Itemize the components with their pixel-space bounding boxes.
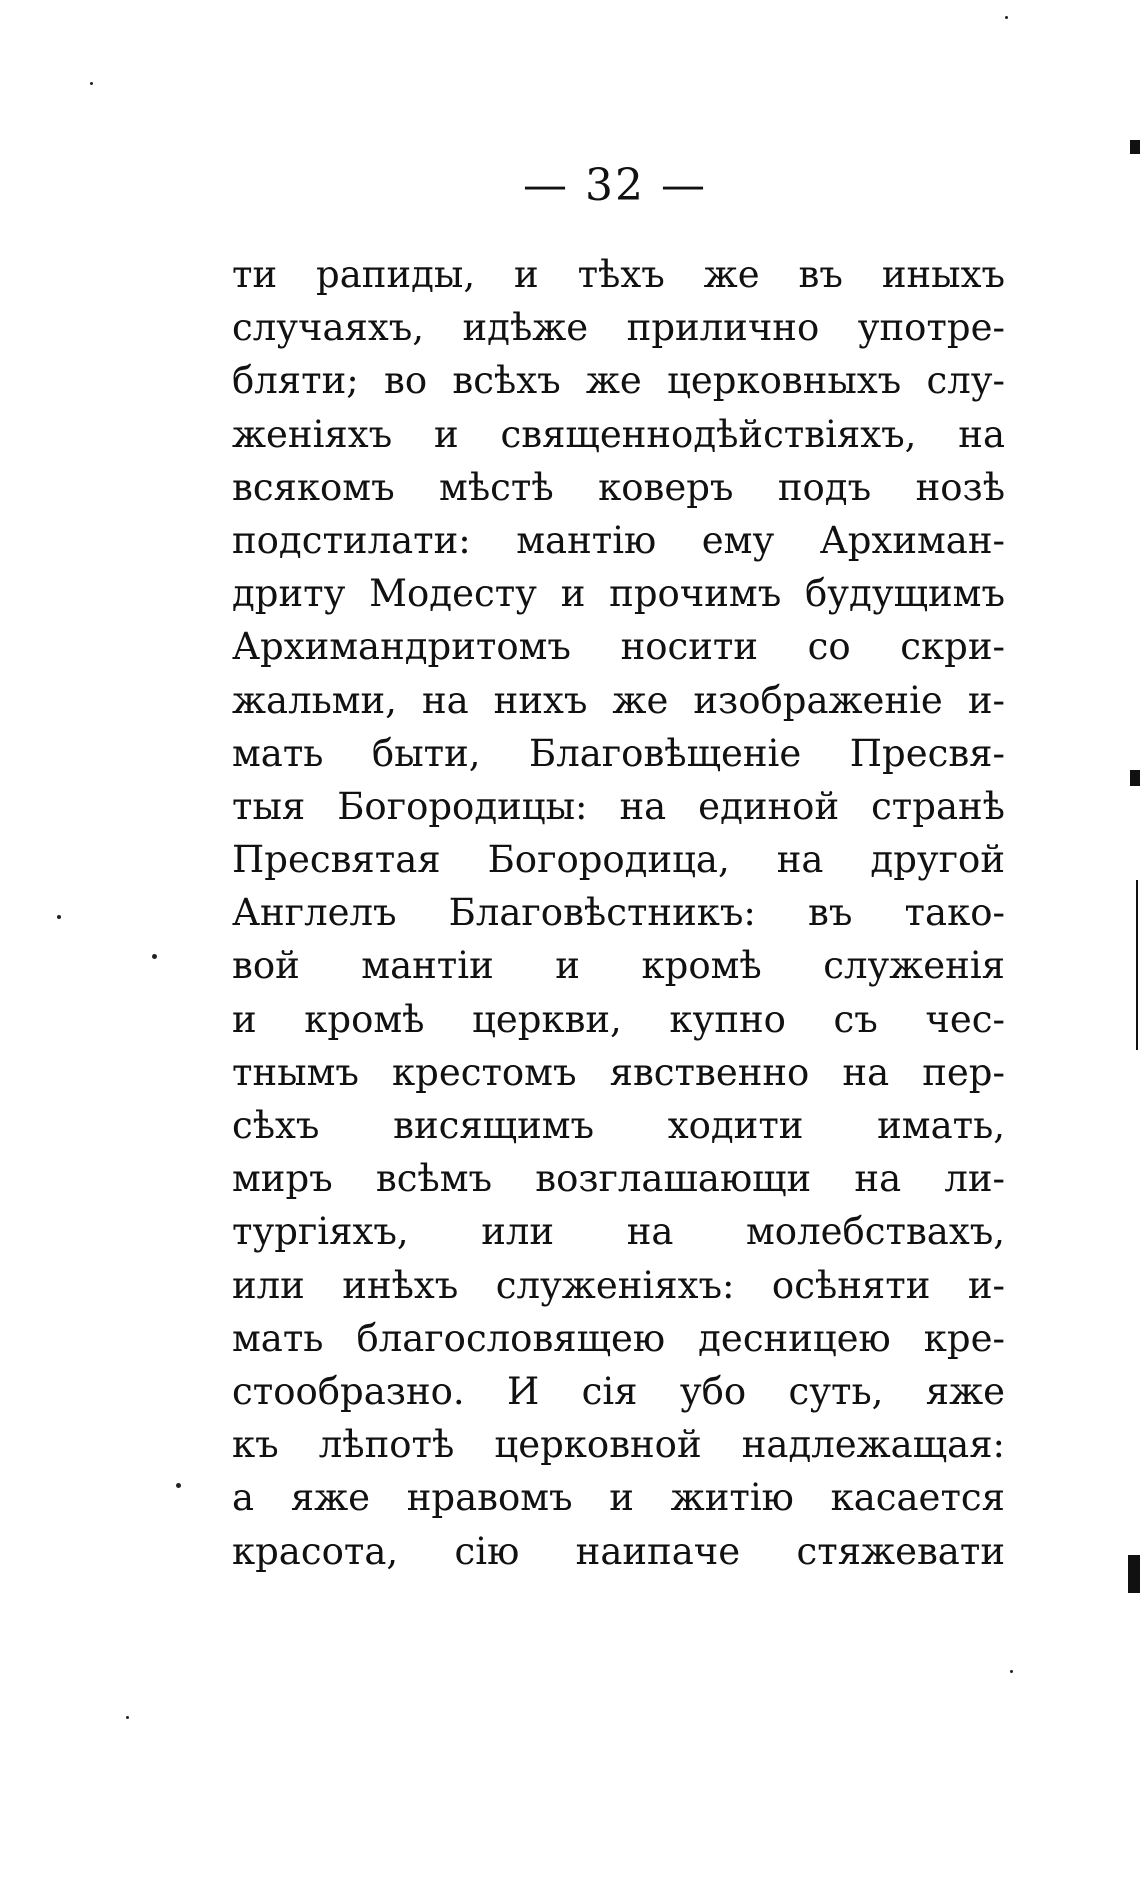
text-line: тыя Богородицы: на единой странѣ: [232, 784, 1005, 828]
scan-speck: [152, 954, 157, 959]
scan-speck: [57, 915, 61, 919]
body-text: [232, 248, 1005, 1578]
text-line: подстилати: мантію ему Архиман-: [232, 518, 1005, 562]
text-line: а яже нравомъ и житію касается: [232, 1476, 1005, 1520]
text-line: случаяхъ, идѣже прилично употре-: [232, 306, 1005, 350]
text-line: или инѣхъ служеніяхъ: осѣняти и-: [232, 1263, 1005, 1307]
text-line: стообразно. И сія убо суть, яже: [232, 1369, 1005, 1413]
scan-speck: [126, 1716, 129, 1719]
text-line: вой мантіи и кромѣ служенія: [232, 944, 1005, 988]
scan-speck: [176, 1483, 181, 1488]
text-line: къ лѣпотѣ церковной надлежащая:: [232, 1423, 1005, 1467]
page-edge-mark: [1128, 1555, 1140, 1593]
text-line: сѣхъ висящимъ ходити имать,: [232, 1104, 1005, 1147]
page-edge-mark: [1136, 880, 1138, 1050]
text-line: Пресвятая Богородица, на другой: [232, 838, 1005, 882]
text-line: тнымъ крестомъ явственно на пер-: [232, 1050, 1005, 1094]
text-line: всякомъ мѣстѣ коверъ подъ нозѣ: [232, 465, 1005, 509]
text-line: миръ всѣмъ возглашающи на ли-: [232, 1157, 1005, 1201]
page-edge-mark: [1130, 140, 1140, 154]
text-line: Архимандритомъ носити со скри-: [232, 625, 1005, 669]
text-line: тургіяхъ, или на молебствахъ,: [232, 1210, 1005, 1254]
page-number: — 32 —: [523, 160, 707, 211]
text-line: жальми, на нихъ же изображеніе и-: [232, 678, 1005, 722]
text-line: красота, сію наипаче стяжевати: [232, 1529, 1005, 1573]
scan-speck: [90, 82, 93, 85]
text-line: мать быти, Благовѣщеніе Пресвя-: [232, 731, 1005, 775]
page-edge-mark: [1130, 770, 1140, 786]
text-line: мать благословящею десницею кре-: [232, 1316, 1005, 1360]
text-line: женіяхъ и священнодѣйствіяхъ, на: [232, 412, 1005, 456]
scan-speck: [1005, 16, 1008, 19]
text-line: ти рапиды, и тѣхъ же въ иныхъ: [232, 253, 1005, 296]
text-line: бляти; во всѣхъ же церковныхъ слу-: [232, 359, 1005, 403]
text-line: дриту Модесту и прочимъ будущимъ: [232, 572, 1005, 616]
text-line: и кромѣ церкви, купно съ чес-: [232, 997, 1005, 1041]
scan-speck: [1010, 1670, 1013, 1673]
text-line: Англелъ Благовѣстникъ: въ тако-: [232, 891, 1005, 935]
